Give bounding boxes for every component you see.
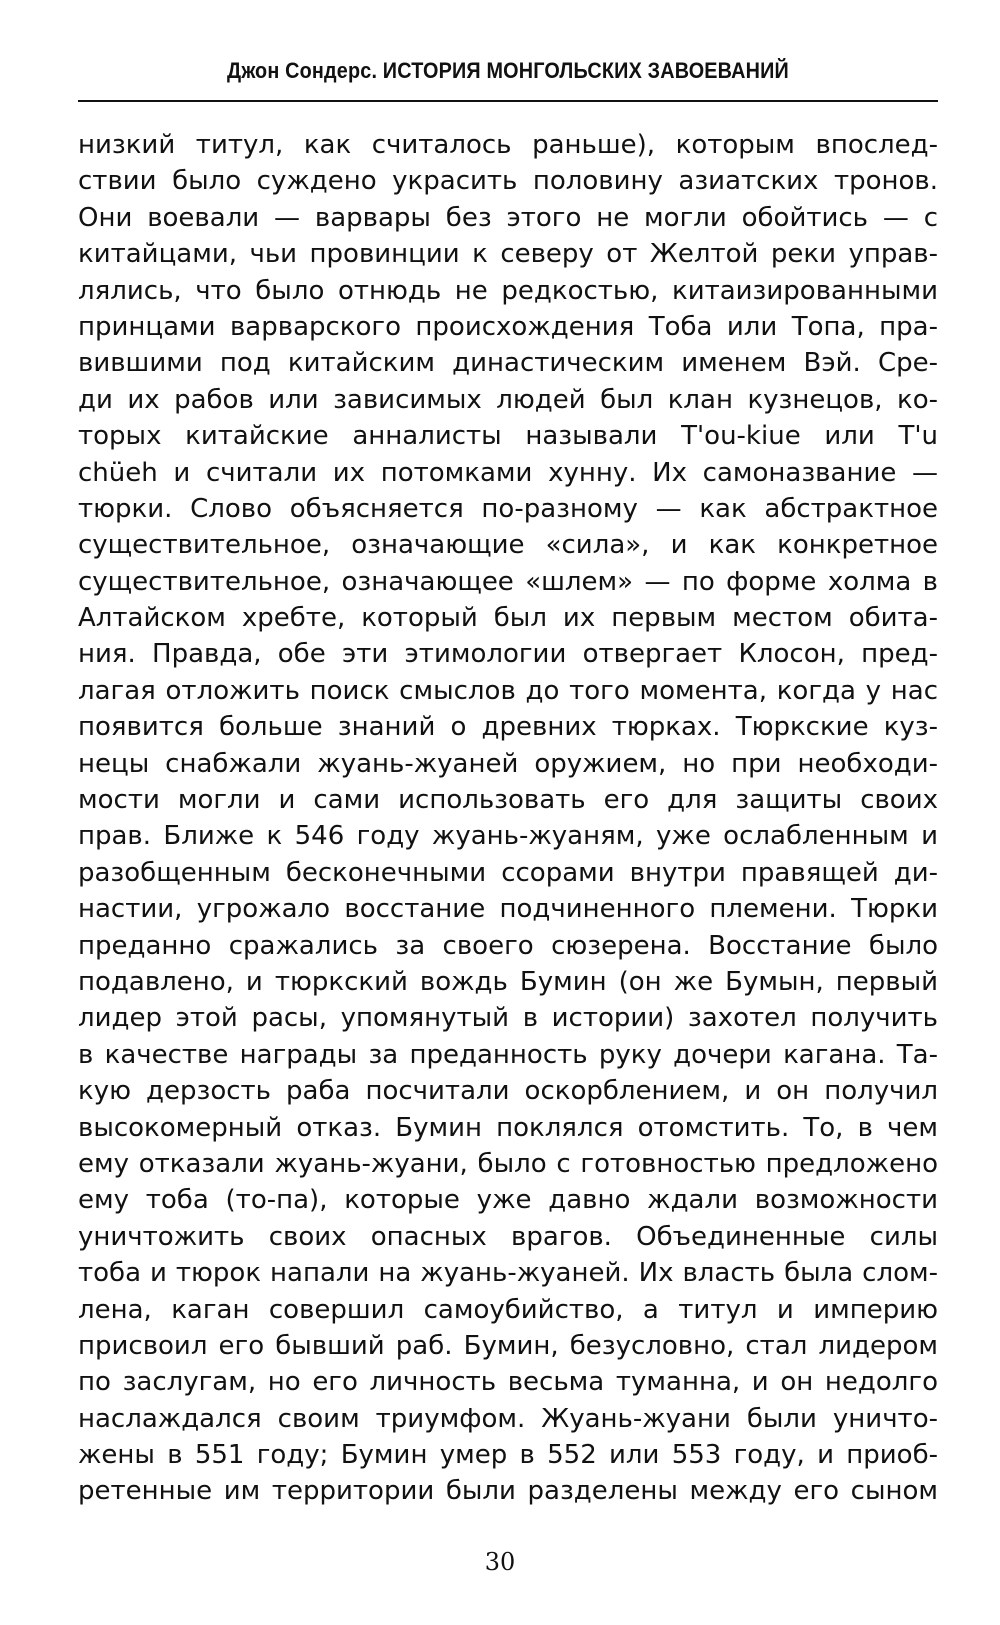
text-line-28: высокомерный отказ. Бумин поклялся отомстить. То, в чем — [78, 1112, 938, 1143]
text-line-6: принцами варварского происхождения Тоба или Топа, пра- — [78, 311, 938, 342]
text-line-26: в качестве награды за преданность руку дочери кагана. Та- — [78, 1039, 938, 1070]
text-line-29: ему отказали жуань-жуани, было с готовностью предложено — [78, 1148, 938, 1179]
text-line-8: ди их рабов или зависимых людей был клан кузнецов, ко- — [78, 384, 938, 415]
text-line-10: chüeh и считали их потомками хунну. Их самоназвание — — [78, 457, 938, 488]
body-text — [78, 127, 938, 1510]
text-line-18: нецы снабжали жуань-жуаней оружием, но при необходи- — [78, 748, 938, 779]
text-line-9: торых китайские анналисты называли T'ou-kiue или T'u — [78, 421, 938, 452]
text-line-5: лялись, что было отнюдь не редкостью, китаизированными — [78, 275, 938, 306]
text-line-38: ретенные им территории были разделены между его сыном — [78, 1476, 938, 1507]
text-line-13: существительное, означающее «шлем» — по форме холма в — [78, 566, 938, 597]
running-header: Джон Сондерс. ИСТОРИЯ МОНГОЛЬСКИХ ЗАВОЕВАНИЙ — [227, 58, 789, 83]
text-line-21: разобщенным бесконечными ссорами внутри правящей ди- — [78, 857, 938, 888]
text-line-11: тюрки. Слово объясняется по-разному — как абстрактное — [78, 493, 938, 524]
text-line-34: присвоил его бывший раб. Бумин, безусловно, стал лидером — [78, 1330, 938, 1361]
text-line-16: лагая отложить поиск смыслов до того момента, когда у нас — [78, 675, 938, 706]
text-line-32: тоба и тюрок напали на жуань-жуаней. Их власть была слом- — [78, 1258, 938, 1289]
text-line-15: ния. Правда, обе эти этимологии отвергает Клосон, пред- — [78, 639, 938, 670]
text-line-23: преданно сражались за своего сюзерена. Восстание было — [78, 930, 938, 961]
text-line-17: появится больше знаний о древних тюрках. Тюркские куз- — [78, 712, 938, 743]
text-line-20: прав. Ближе к 546 году жуань-жуаням, уже ослабленным и — [78, 821, 938, 852]
text-line-4: китайцами, чьи провинции к северу от Желтой реки управ- — [78, 239, 938, 270]
text-line-30: ему тоба (то-па), которые уже давно ждали возможности — [78, 1185, 938, 1216]
text-line-31: уничтожить своих опасных врагов. Объединенные силы — [78, 1221, 938, 1252]
text-line-37: жены в 551 году; Бумин умер в 552 или 553 году, и приоб- — [78, 1440, 938, 1471]
text-line-14: Алтайском хребте, который был их первым местом обита- — [78, 603, 938, 634]
text-line-35: по заслугам, но его личность весьма туманна, и он недолго — [78, 1367, 938, 1398]
text-line-25: лидер этой расы, упомянутый в истории) захотел получить — [78, 1003, 938, 1034]
text-line-19: мости могли и сами использовать его для защиты своих — [78, 785, 938, 816]
header-rule — [78, 100, 938, 102]
text-line-1: низкий титул, как считалось раньше), которым впослед- — [78, 130, 938, 160]
text-line-33: лена, каган совершил самоубийство, а титул и империю — [78, 1294, 938, 1325]
page-number: 30 — [484, 1548, 516, 1576]
text-line-2: ствии было суждено украсить половину азиатских тронов. — [78, 166, 938, 197]
text-line-3: Они воевали — варвары без этого не могли обойтись — с — [78, 202, 938, 233]
text-line-22: настии, угрожало восстание подчиненного племени. Тюрки — [78, 894, 938, 925]
text-line-36: наслаждался своим триумфом. Жуань-жуани были уничто- — [78, 1403, 938, 1434]
text-line-27: кую дерзость раба посчитали оскорблением, и он получил — [78, 1076, 938, 1107]
text-line-12: существительное, означающие «сила», и как конкретное — [78, 530, 938, 561]
text-line-24: подавлено, и тюркский вождь Бумин (он же Бумын, первый — [78, 966, 938, 997]
text-line-7: вившими под китайским династическим именем Вэй. Сре- — [78, 348, 938, 379]
